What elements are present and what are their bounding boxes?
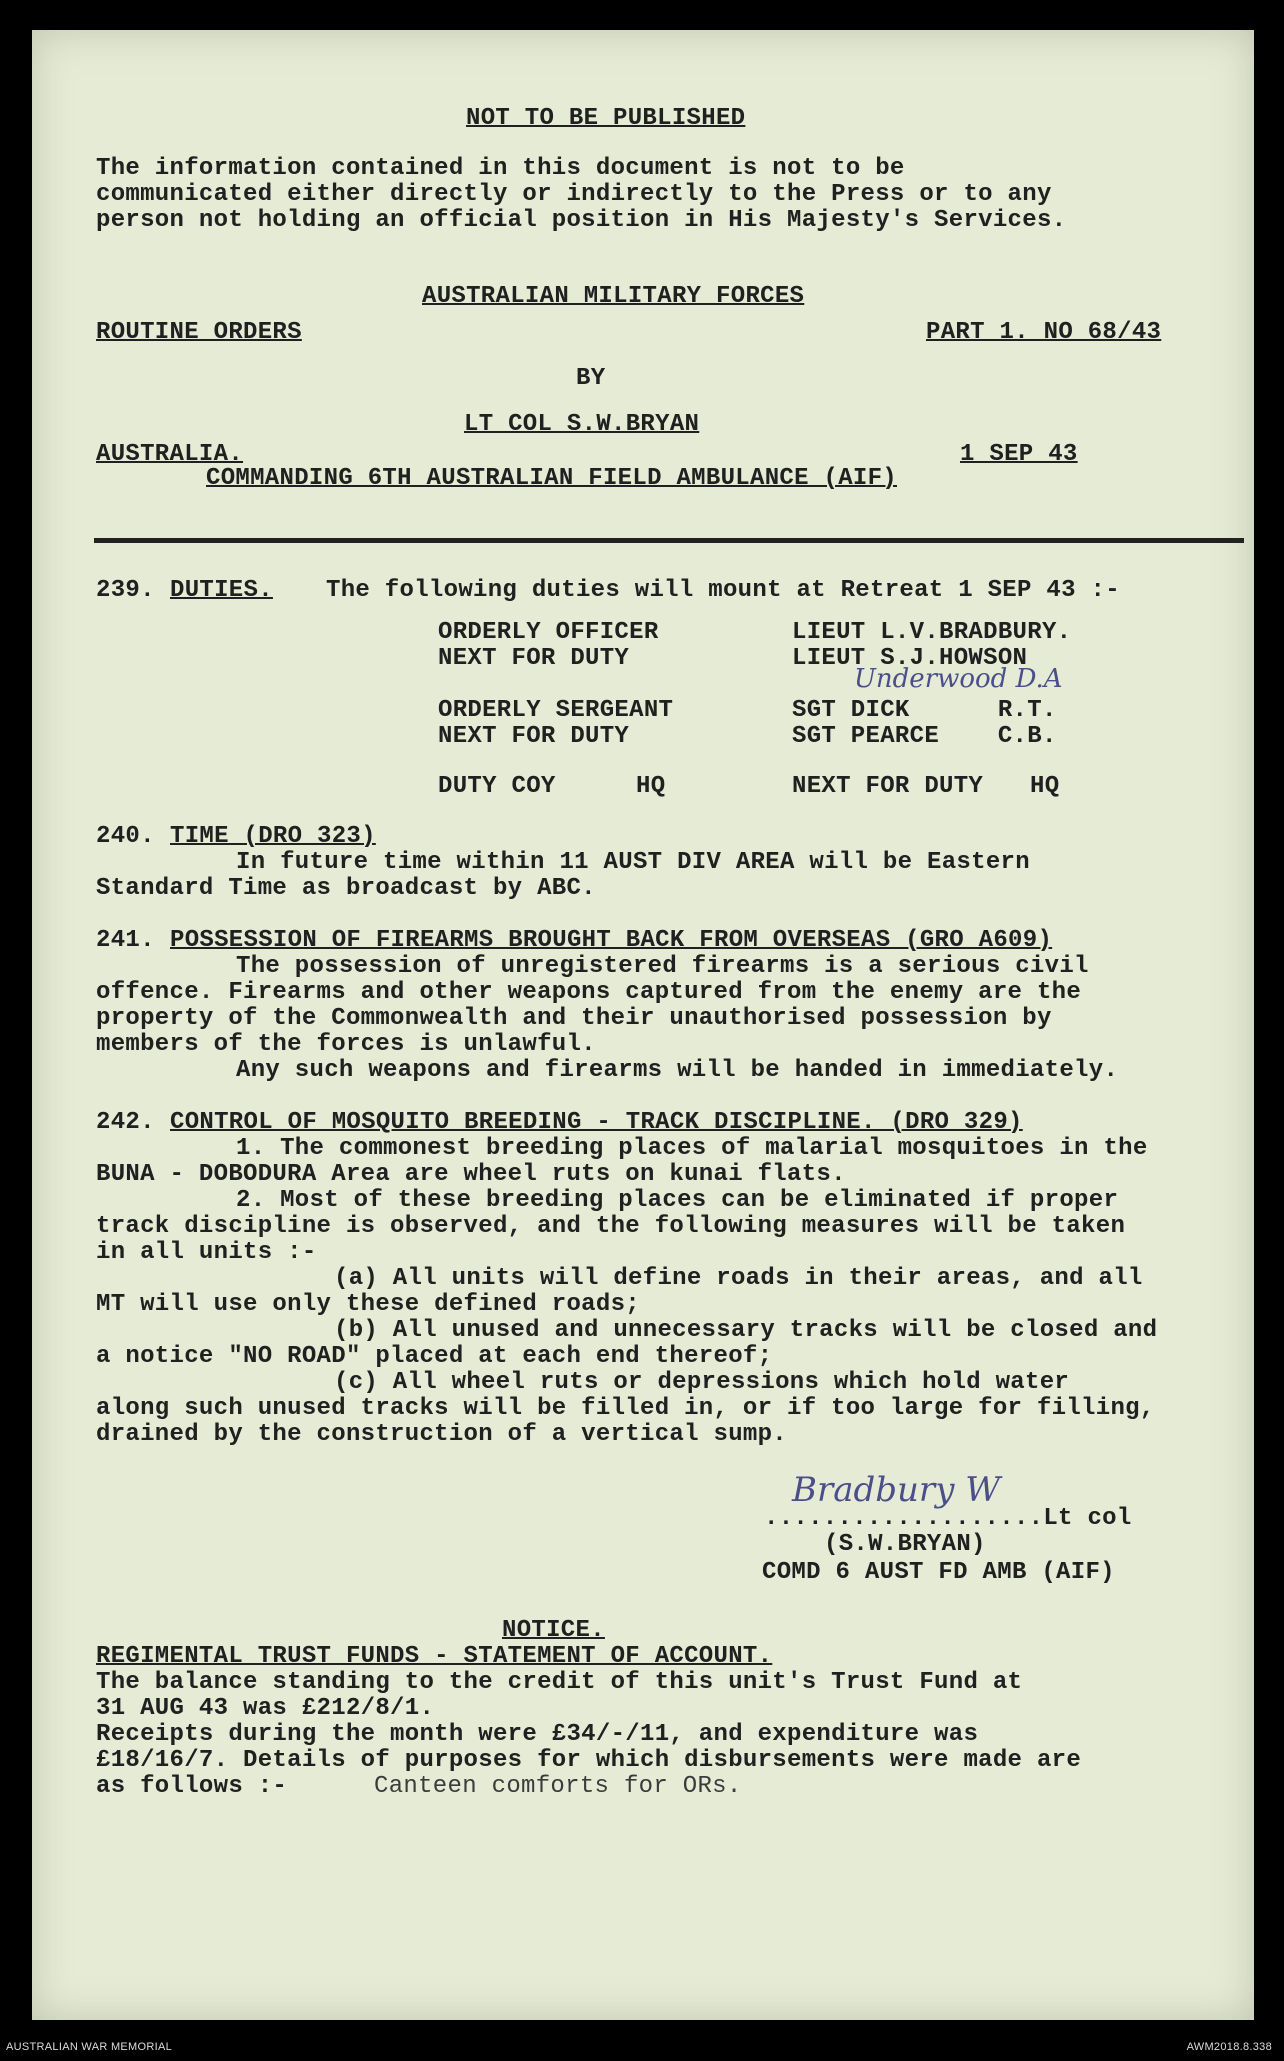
archive-credit: AUSTRALIAN WAR MEMORIAL (6, 2041, 173, 2053)
item-242-line: (b) All unused and unnecessary tracks will be closed and (334, 1317, 1158, 1344)
duty-name: LIEUT S.J.HOWSON (792, 645, 1028, 672)
signatory-name: (S.W.BRYAN) (824, 1531, 986, 1558)
archive-reference: AWM2018.8.338 (1186, 2041, 1272, 2053)
handwritten-correction: Underwood D.A (854, 664, 1063, 694)
item-242-line: in all units :- (96, 1239, 317, 1266)
signatory-title: COMD 6 AUST FD AMB (AIF) (762, 1559, 1115, 1586)
item-242-line: (c) All wheel ruts or depressions which hold water (334, 1369, 1070, 1396)
item-242-line: a notice "NO ROAD" placed at each end thereof; (96, 1343, 773, 1370)
officer-name: LT COL S.W.BRYAN (464, 411, 700, 438)
notice-line: The balance standing to the credit of this unit's Trust Fund at (96, 1669, 1023, 1696)
duty-role: ORDERLY OFFICER (438, 619, 659, 646)
notice-line-2: communicated either directly or indirectly to the Press or to any (96, 181, 1052, 208)
notice-line: Receipts during the month were £34/-/11, and expenditure was (96, 1721, 979, 1748)
part-number: PART 1. NO 68/43 (926, 319, 1162, 346)
item-242-line: 2. Most of these breeding places can be eliminated if proper (236, 1187, 1119, 1214)
duty-coy-value: HQ (636, 773, 666, 800)
item-239-number: 239. (96, 577, 155, 604)
item-240-line: Standard Time as broadcast by ABC. (96, 875, 596, 902)
item-240-title: TIME (DRO 323) (170, 823, 376, 850)
forces-heading: AUSTRALIAN MILITARY FORCES (422, 283, 805, 310)
item-242-line: BUNA - DOBODURA Area are wheel ruts on kunai flats. (96, 1161, 846, 1188)
notice-purpose: Canteen comforts for ORs. (374, 1773, 742, 1800)
signature: Bradbury W (792, 1470, 1001, 1510)
item-241-line: The possession of unregistered firearms is a serious civil (236, 953, 1089, 980)
notice-line-1: The information contained in this document is not to be (96, 155, 905, 182)
item-241-number: 241. (96, 927, 155, 954)
duty-name: SGT DICK R.T. (792, 697, 1057, 724)
item-242-title: CONTROL OF MOSQUITO BREEDING - TRACK DISCIPLINE. (DRO 329) (170, 1109, 1023, 1136)
next-for-duty-value: HQ (1030, 773, 1060, 800)
document-page (32, 30, 1254, 2020)
notice-line: £18/16/7. Details of purposes for which disbursements were made are (96, 1747, 1082, 1774)
header-divider (94, 538, 1244, 543)
notice-line-3: person not holding an official position in His Majesty's Services. (96, 207, 1067, 234)
item-241-line: members of the forces is unlawful. (96, 1031, 596, 1058)
by-label: BY (576, 365, 606, 392)
item-239-title: DUTIES. (170, 577, 273, 604)
item-240-line: In future time within 11 AUST DIV AREA will be Eastern (236, 849, 1030, 876)
item-239-text: The following duties will mount at Retreat 1 SEP 43 :- (326, 577, 1120, 604)
item-242-line: 1. The commonest breeding places of malarial mosquitoes in the (236, 1135, 1148, 1162)
duty-role: ORDERLY SERGEANT (438, 697, 674, 724)
notice-line: as follows :- (96, 1773, 288, 1800)
routine-orders-heading: ROUTINE ORDERS (96, 319, 302, 346)
notice-subtitle: REGIMENTAL TRUST FUNDS - STATEMENT OF ACCOUNT. (96, 1643, 773, 1670)
item-241-title: POSSESSION OF FIREARMS BROUGHT BACK FROM OVERSEAS (GRO A609) (170, 927, 1053, 954)
commanding-line: COMMANDING 6TH AUSTRALIAN FIELD AMBULANCE (AIF) (206, 465, 898, 492)
item-242-line: MT will use only these defined roads; (96, 1291, 640, 1318)
notice-title: NOTICE. (502, 1617, 605, 1644)
item-240-number: 240. (96, 823, 155, 850)
item-242-number: 242. (96, 1109, 155, 1136)
signature-dots: ...................Lt col (764, 1505, 1132, 1532)
place: AUSTRALIA. (96, 441, 244, 468)
duty-name: SGT PEARCE C.B. (792, 723, 1057, 750)
order-date: 1 SEP 43 (960, 441, 1078, 468)
item-242-line: drained by the construction of a vertical sump. (96, 1421, 788, 1448)
notice-heading: NOT TO BE PUBLISHED (466, 105, 746, 132)
item-242-line: track discipline is observed, and the following measures will be taken (96, 1213, 1126, 1240)
item-241-line: Any such weapons and firearms will be handed in immediately. (236, 1057, 1119, 1084)
duty-role: NEXT FOR DUTY (438, 645, 630, 672)
next-for-duty-label: NEXT FOR DUTY (792, 773, 984, 800)
item-241-line: offence. Firearms and other weapons captured from the enemy are the (96, 979, 1082, 1006)
item-242-line: (a) All units will define roads in their areas, and all (334, 1265, 1143, 1292)
duty-role: NEXT FOR DUTY (438, 723, 630, 750)
notice-line: 31 AUG 43 was £212/8/1. (96, 1695, 435, 1722)
duty-coy-label: DUTY COY (438, 773, 556, 800)
duty-name: LIEUT L.V.BRADBURY. (792, 619, 1072, 646)
item-242-line: along such unused tracks will be filled in, or if too large for filling, (96, 1395, 1155, 1422)
item-241-line: property of the Commonwealth and their unauthorised possession by (96, 1005, 1052, 1032)
